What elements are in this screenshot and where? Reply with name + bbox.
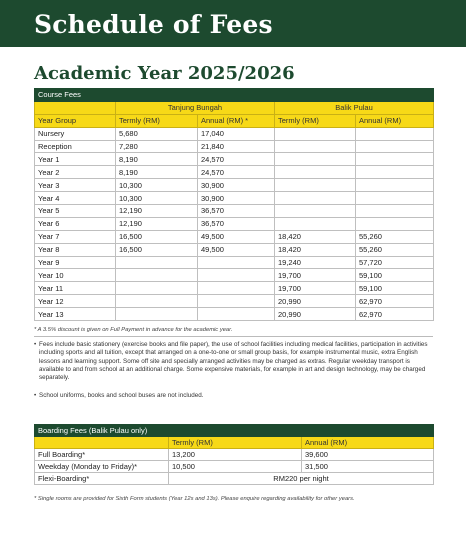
bp-annual-cell bbox=[356, 166, 434, 179]
table-row bbox=[35, 461, 434, 473]
tb-annual-cell: 30,900 bbox=[198, 192, 275, 205]
year-group-cell: Year 3 bbox=[35, 179, 116, 192]
table-row bbox=[35, 192, 434, 205]
boarding-fees-label: Boarding Fees (Balik Pulau only) bbox=[35, 425, 434, 437]
tb-termly-cell: 16,500 bbox=[116, 230, 198, 243]
year-group-cell: Year 4 bbox=[35, 192, 116, 205]
tb-termly-cell bbox=[116, 256, 198, 269]
year-group-cell: Year 9 bbox=[35, 256, 116, 269]
bp-termly-cell bbox=[275, 166, 356, 179]
table-row bbox=[35, 308, 434, 321]
year-group-cell: Year 7 bbox=[35, 230, 116, 243]
tb-termly-cell: 5,680 bbox=[116, 127, 198, 140]
tb-annual-cell bbox=[198, 256, 275, 269]
boarding-header-row bbox=[35, 425, 434, 437]
boarding-type-cell: Full Boarding* bbox=[35, 449, 169, 461]
campus-blank-cell bbox=[35, 101, 116, 114]
tb-annual-cell: 49,500 bbox=[198, 243, 275, 256]
col-tb-annual: Annual (RM) * bbox=[198, 114, 275, 127]
table-row bbox=[35, 127, 434, 140]
table-row bbox=[35, 243, 434, 256]
col-bp-annual: Annual (RM) bbox=[356, 114, 434, 127]
bp-annual-cell: 62,970 bbox=[356, 295, 434, 308]
boarding-termly-cell: 10,500 bbox=[169, 461, 302, 473]
tb-annual-cell bbox=[198, 308, 275, 321]
tb-annual-cell: 24,570 bbox=[198, 153, 275, 166]
bp-termly-cell bbox=[275, 140, 356, 153]
bp-annual-cell: 62,970 bbox=[356, 308, 434, 321]
bp-annual-cell bbox=[356, 153, 434, 166]
col-tb-termly: Termly (RM) bbox=[116, 114, 198, 127]
bp-annual-cell bbox=[356, 179, 434, 192]
bp-termly-cell bbox=[275, 217, 356, 230]
bp-termly-cell bbox=[275, 127, 356, 140]
tb-annual-cell: 24,570 bbox=[198, 166, 275, 179]
tb-termly-cell: 12,190 bbox=[116, 205, 198, 218]
bp-annual-cell: 55,260 bbox=[356, 230, 434, 243]
bp-annual-cell: 57,720 bbox=[356, 256, 434, 269]
note-text: School uniforms, books and school buses are not included. bbox=[39, 392, 204, 399]
year-group-cell: Year 11 bbox=[35, 282, 116, 295]
tb-annual-cell: 49,500 bbox=[198, 230, 275, 243]
boarding-note: * Single rooms are provided for Sixth Form students (Year 12s and 13s). Please enquire regarding availability for other years. bbox=[34, 496, 355, 502]
bp-annual-cell bbox=[356, 217, 434, 230]
bp-annual-cell: 59,100 bbox=[356, 269, 434, 282]
course-fees-header-row bbox=[35, 89, 434, 102]
table-row bbox=[35, 179, 434, 192]
bp-termly-cell: 19,700 bbox=[275, 282, 356, 295]
year-group-cell: Year 6 bbox=[35, 217, 116, 230]
bp-termly-cell bbox=[275, 179, 356, 192]
bp-termly-cell: 19,240 bbox=[275, 256, 356, 269]
boarding-col-annual: Annual (RM) bbox=[302, 437, 434, 449]
table-row bbox=[35, 140, 434, 153]
campus-balik-pulau: Balik Pulau bbox=[275, 101, 434, 114]
table-row bbox=[35, 153, 434, 166]
year-group-cell: Year 2 bbox=[35, 166, 116, 179]
tb-termly-cell: 12,190 bbox=[116, 217, 198, 230]
bp-termly-cell: 18,420 bbox=[275, 230, 356, 243]
header-banner bbox=[0, 0, 466, 47]
bp-annual-cell bbox=[356, 127, 434, 140]
note-not-included bbox=[34, 392, 434, 400]
discount-note: * A 3.5% discount is given on Full Payment in advance for the academic year. bbox=[34, 327, 233, 333]
bp-termly-cell bbox=[275, 192, 356, 205]
bp-annual-cell bbox=[356, 205, 434, 218]
flexi-boarding-rate: RM220 per night bbox=[169, 473, 434, 485]
tb-annual-cell: 17,040 bbox=[198, 127, 275, 140]
course-fees-label: Course Fees bbox=[35, 89, 434, 102]
tb-termly-cell: 10,300 bbox=[116, 192, 198, 205]
bp-annual-cell bbox=[356, 192, 434, 205]
year-group-cell: Year 10 bbox=[35, 269, 116, 282]
divider bbox=[34, 336, 433, 337]
tb-termly-cell: 10,300 bbox=[116, 179, 198, 192]
table-row bbox=[35, 217, 434, 230]
year-group-cell: Nursery bbox=[35, 127, 116, 140]
tb-termly-cell: 8,190 bbox=[116, 166, 198, 179]
year-group-cell: Year 5 bbox=[35, 205, 116, 218]
table-row bbox=[35, 269, 434, 282]
note-text: Fees include basic stationery (exercise books and file paper), the use of school facilities including medical facilities, participation in activities including sports and all tuition, except that arranged on a one-to-one or small group basis, for example instrumental music, extra English lessons and learning support. Some off site and specially arranged activities may be charged as extras. Regular weekday transport is available to and from school at an additional charge. Some expensive materials, for example in art and design technology, may be charged separately. bbox=[39, 341, 428, 382]
tb-annual-cell: 30,900 bbox=[198, 179, 275, 192]
bp-annual-cell: 55,260 bbox=[356, 243, 434, 256]
table-row bbox=[35, 205, 434, 218]
tb-termly-cell bbox=[116, 295, 198, 308]
course-fees-table bbox=[34, 88, 434, 321]
bp-termly-cell: 20,990 bbox=[275, 308, 356, 321]
bp-annual-cell: 59,100 bbox=[356, 282, 434, 295]
bullet-dot: • bbox=[34, 341, 37, 348]
table-row bbox=[35, 166, 434, 179]
boarding-annual-cell: 31,500 bbox=[302, 461, 434, 473]
boarding-blank-cell bbox=[35, 437, 169, 449]
bp-termly-cell: 18,420 bbox=[275, 243, 356, 256]
boarding-type-cell: Weekday (Monday to Friday)* bbox=[35, 461, 169, 473]
tb-annual-cell: 36,570 bbox=[198, 205, 275, 218]
tb-termly-cell: 7,280 bbox=[116, 140, 198, 153]
year-group-cell: Year 1 bbox=[35, 153, 116, 166]
table-row bbox=[35, 256, 434, 269]
tb-termly-cell bbox=[116, 269, 198, 282]
tb-annual-cell: 21,840 bbox=[198, 140, 275, 153]
table-row bbox=[35, 449, 434, 461]
tb-annual-cell bbox=[198, 282, 275, 295]
boarding-termly-cell: 13,200 bbox=[169, 449, 302, 461]
tb-termly-cell: 8,190 bbox=[116, 153, 198, 166]
tb-annual-cell bbox=[198, 269, 275, 282]
tb-annual-cell: 36,570 bbox=[198, 217, 275, 230]
tb-termly-cell bbox=[116, 282, 198, 295]
page-title: Schedule of Fees bbox=[34, 10, 273, 39]
academic-year-title: Academic Year 2025/2026 bbox=[34, 63, 295, 84]
boarding-col-termly: Termly (RM) bbox=[169, 437, 302, 449]
bp-termly-cell bbox=[275, 153, 356, 166]
campus-header-row bbox=[35, 101, 434, 114]
tb-annual-cell bbox=[198, 295, 275, 308]
col-year-group: Year Group bbox=[35, 114, 116, 127]
boarding-annual-cell: 39,600 bbox=[302, 449, 434, 461]
bp-termly-cell: 20,990 bbox=[275, 295, 356, 308]
year-group-cell: Year 12 bbox=[35, 295, 116, 308]
bp-termly-cell: 19,700 bbox=[275, 269, 356, 282]
boarding-fees-table bbox=[34, 424, 434, 485]
table-row bbox=[35, 230, 434, 243]
bp-termly-cell bbox=[275, 205, 356, 218]
campus-tanjung-bungah: Tanjung Bungah bbox=[116, 101, 275, 114]
note-fees-include bbox=[34, 341, 434, 382]
year-group-cell: Year 8 bbox=[35, 243, 116, 256]
flexi-boarding-label: Flexi-Boarding* bbox=[35, 473, 169, 485]
table-row bbox=[35, 295, 434, 308]
tb-termly-cell bbox=[116, 308, 198, 321]
column-header-row bbox=[35, 114, 434, 127]
bp-annual-cell bbox=[356, 140, 434, 153]
table-row bbox=[35, 282, 434, 295]
year-group-cell: Reception bbox=[35, 140, 116, 153]
boarding-column-header-row bbox=[35, 437, 434, 449]
tb-termly-cell: 16,500 bbox=[116, 243, 198, 256]
bullet-dot: • bbox=[34, 392, 37, 399]
flexi-boarding-row bbox=[35, 473, 434, 485]
col-bp-termly: Termly (RM) bbox=[275, 114, 356, 127]
year-group-cell: Year 13 bbox=[35, 308, 116, 321]
